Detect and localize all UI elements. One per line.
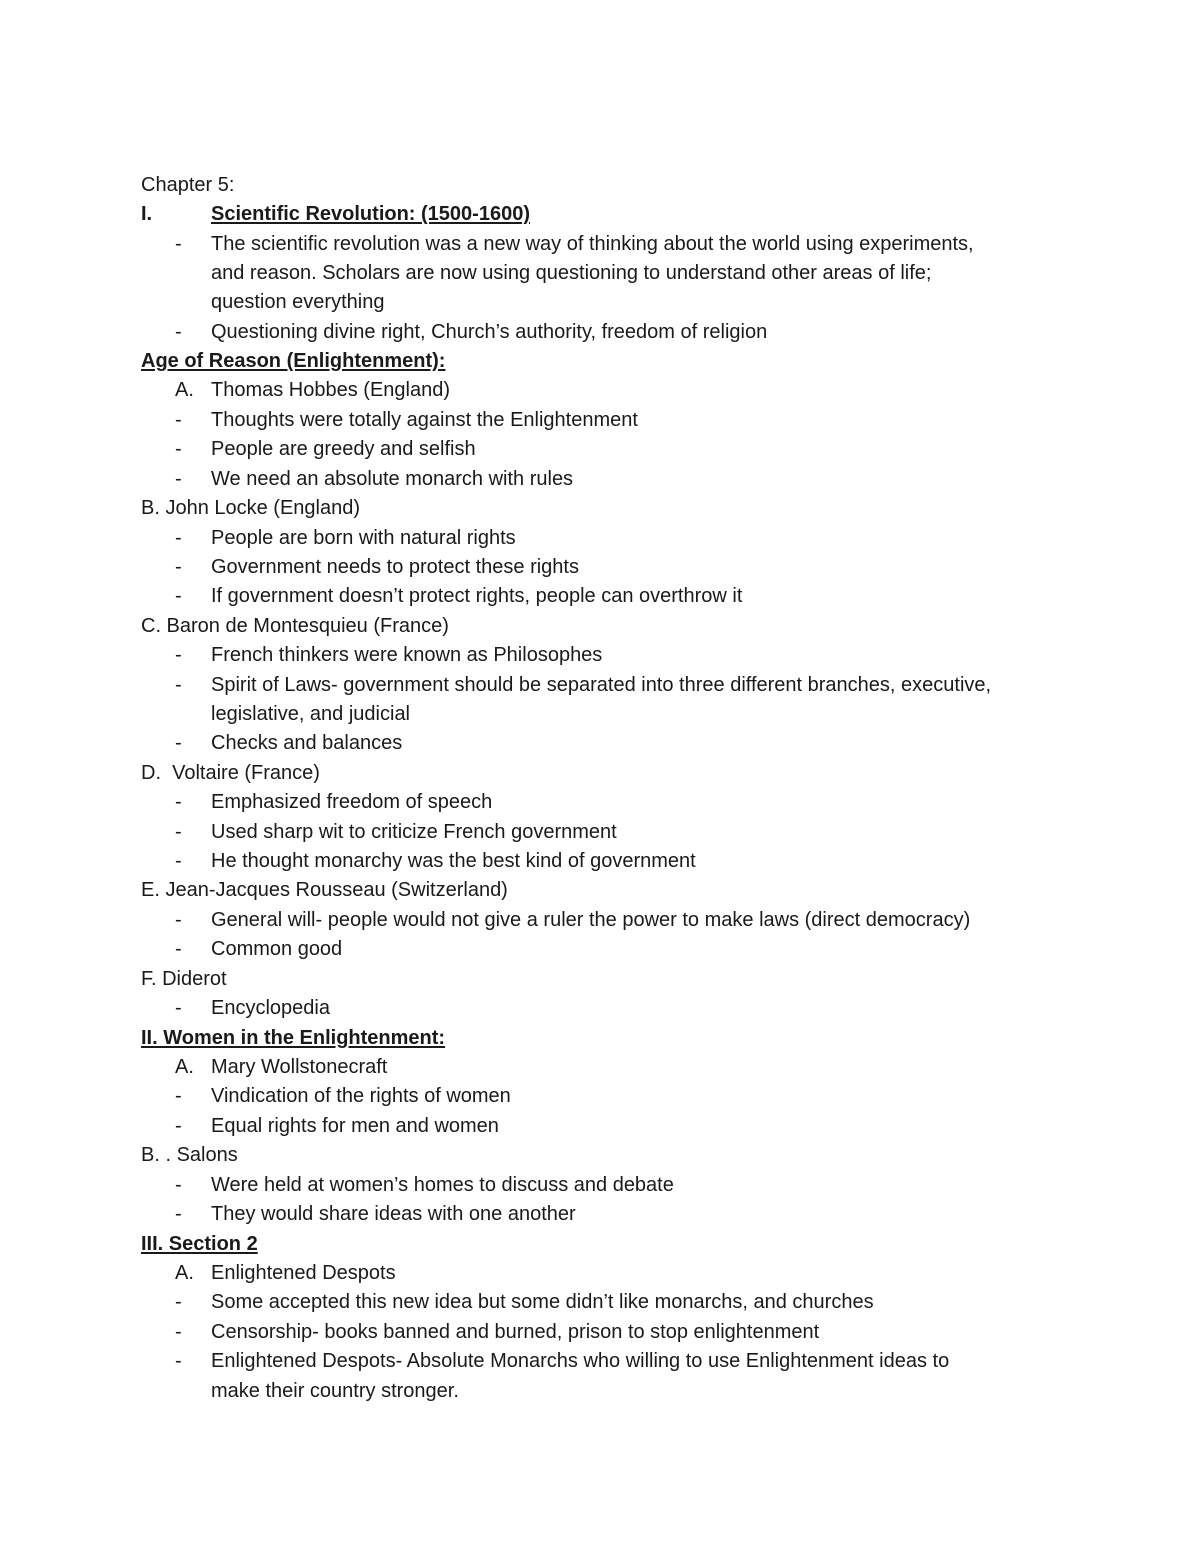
bullet-dash: - [175, 1085, 182, 1107]
item-marker: A. [175, 1262, 194, 1284]
list-item-continuation: legislative, and judicial [211, 703, 411, 725]
thinker-title-voltaire: D. Voltaire (France) [141, 762, 320, 784]
list-item: People are greedy and selfish [211, 438, 476, 460]
bullet-dash: - [175, 997, 182, 1019]
list-item: Censorship- books banned and burned, prison to stop enlightenment [211, 1321, 820, 1343]
bullet-dash: - [175, 409, 182, 431]
thinker-title-hobbes: Thomas Hobbes (England) [211, 379, 451, 401]
list-item: He thought monarchy was the best kind of government [211, 850, 696, 872]
bullet-dash: - [175, 233, 182, 255]
list-item: Some accepted this new idea but some didn’t like monarchs, and churches [211, 1291, 874, 1313]
list-item: Thoughts were totally against the Enlightenment [211, 409, 638, 431]
bullet-dash: - [175, 1350, 182, 1372]
list-item: Checks and balances [211, 732, 403, 754]
bullet-dash: - [175, 1203, 182, 1225]
bullet-dash: - [175, 1321, 182, 1343]
bullet-dash: - [175, 732, 182, 754]
section1-title: Scientific Revolution: (1500-1600) [211, 203, 530, 225]
list-item: Enlightened Despots- Absolute Monarchs who willing to use Enlightenment ideas to [211, 1350, 950, 1372]
list-item: Encyclopedia [211, 997, 330, 1019]
section3-title: III. Section 2 [141, 1233, 258, 1255]
bullet-dash: - [175, 1291, 182, 1313]
list-item: General will- people would not give a ruler the power to make laws (direct democracy) [211, 909, 971, 931]
bullet-dash: - [175, 850, 182, 872]
item-marker: A. [175, 379, 194, 401]
bullet-dash: - [175, 674, 182, 696]
despots-title: Enlightened Despots [211, 1262, 396, 1284]
bullet-dash: - [175, 938, 182, 960]
list-item: Equal rights for men and women [211, 1115, 499, 1137]
bullet-dash: - [175, 1174, 182, 1196]
thinker-title-diderot: F. Diderot [141, 968, 227, 990]
list-item: Spirit of Laws- government should be separated into three different branches, executive, [211, 674, 992, 696]
item-marker: A. [175, 1056, 194, 1078]
list-item: French thinkers were known as Philosophes [211, 644, 603, 666]
bullet-dash: - [175, 644, 182, 666]
wollstonecraft-title: Mary Wollstonecraft [211, 1056, 388, 1078]
bullet-dash: - [175, 556, 182, 578]
list-item: Emphasized freedom of speech [211, 791, 493, 813]
chapter-title: Chapter 5: [141, 174, 235, 196]
list-item: Used sharp wit to criticize French government [211, 821, 617, 843]
bullet-dash: - [175, 585, 182, 607]
bullet-dash: - [175, 791, 182, 813]
bullet-dash: - [175, 438, 182, 460]
list-item: Vindication of the rights of women [211, 1085, 511, 1107]
age-of-reason-heading: Age of Reason (Enlightenment): [141, 350, 446, 372]
list-item: Were held at women’s homes to discuss and debate [211, 1174, 674, 1196]
list-item: Questioning divine right, Church’s authority, freedom of religion [211, 321, 768, 343]
list-item-continuation: make their country stronger. [211, 1380, 459, 1402]
thinker-title-montesquieu: C. Baron de Montesquieu (France) [141, 615, 449, 637]
section2-title: II. Women in the Enlightenment: [141, 1027, 446, 1049]
list-item-continuation: and reason. Scholars are now using questioning to understand other areas of life; [211, 262, 932, 284]
list-item: Government needs to protect these rights [211, 556, 579, 578]
list-item-continuation: question everything [211, 291, 385, 313]
bullet-dash: - [175, 321, 182, 343]
section1-marker: I. [141, 203, 153, 225]
bullet-dash: - [175, 527, 182, 549]
list-item: They would share ideas with one another [211, 1203, 576, 1225]
bullet-dash: - [175, 1115, 182, 1137]
list-item: Common good [211, 938, 343, 960]
bullet-dash: - [175, 468, 182, 490]
thinker-title-locke: B. John Locke (England) [141, 497, 361, 519]
list-item: The scientific revolution was a new way of thinking about the world using experiments, [211, 233, 974, 255]
thinker-title-rousseau: E. Jean-Jacques Rousseau (Switzerland) [141, 879, 508, 901]
list-item: People are born with natural rights [211, 527, 516, 549]
bullet-dash: - [175, 909, 182, 931]
list-item: We need an absolute monarch with rules [211, 468, 574, 490]
salons-title: B. . Salons [141, 1144, 238, 1166]
list-item: If government doesn’t protect rights, people can overthrow it [211, 585, 743, 607]
bullet-dash: - [175, 821, 182, 843]
